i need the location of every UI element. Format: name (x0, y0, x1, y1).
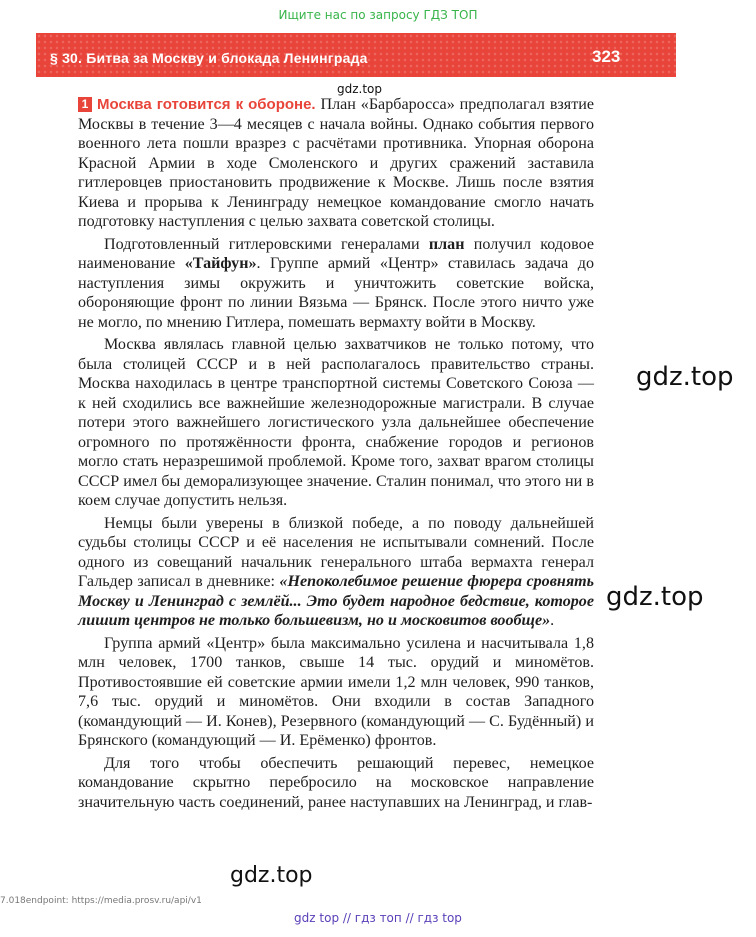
p4-text-end: . (550, 612, 555, 629)
paragraph-6: Для того чтобы обеспечить решающий перевес, немецкое командование скрытно перебросило на московское направление значительную часть соединений, ранее наступавших на Ленинград, и глав- (78, 754, 594, 811)
paragraph-2 (78, 235, 594, 333)
bottom-links-banner[interactable]: gdz top // гдз топ // гдз top (294, 911, 462, 925)
paragraph-1-text: План «Барбаросса» предполагал взятие Москвы в течение 3—4 месяцев с начала войны. Однако события первого военного лета пошли вразрез с расчётами противника. Упорная оборона Красной Армии в ходе Смоленского и других сражений заставила гитлеровцев приостановить продвижение к Москве. Лишь после взятия Киева и прорыва к Ленинграду немецкое командование смогло начать подготовку наступления с целью захвата советской столицы. (78, 96, 594, 230)
section-heading: Москва готовится к обороне. (97, 96, 316, 113)
term-typhoon: «Тайфун» (184, 255, 257, 272)
term-plan: план (428, 235, 465, 253)
p4-text-a: Немцы были уверены в близкой победе, а по поводу дальнейшей судьбы столицы СССР и её населения не испытывали сомнений. После одного из совещаний начальник генерального штаба вермахта генерал Гальдер записал в дневнике: (78, 514, 594, 590)
watermark-small: gdz.top (337, 82, 383, 96)
top-search-banner[interactable]: Ищите нас по запросу ГДЗ ТОП (278, 8, 478, 22)
url-strip: 7.018endpoint: https://media.prosv.ru/api/v1 (0, 896, 202, 906)
p2-text-c: получил кодовое наименование (78, 235, 594, 272)
paragraph-1 (78, 95, 594, 232)
watermark-bottom: gdz.top (230, 863, 313, 888)
chapter-title: § 30. Битва за Москву и блокада Ленинграда (50, 50, 368, 66)
paragraph-3: Москва являлась главной целью захватчиков не только потому, что была столицей СССР и в ней располагалось правительство страны. Москва находилась в центре транспортной системы Советского Союза — к ней сходились все важнейшие железнодорожные магистрали. В случае потери этого важнейшего логистического узла дальнейшее обеспечение огромного по протяжённости фронта, снабжение городов и регионов могло стать неразрешимой проблемой. Кроме того, захват врагом столицы СССР имел бы деморализующее значение. Сталин понимал, что этого ни в коем случае допустить нельзя. (78, 336, 594, 509)
paragraph-5: Группа армий «Центр» была максимально усилена и насчитывала 1,8 млн человек, 1700 танков, свыше 14 тыс. орудий и миномётов. Противостоявшие ей советские армии имели 1,2 млн человек, 990 танков, 7,6 тыс. орудий и миномётов. Они входили в состав Западного (командующий — И. Конев), Резервного (командующий — С. Будённый) и Брянского (командующий — И. Ерёменко) фронтов. (78, 634, 594, 749)
watermark-right-2: gdz.top (606, 582, 704, 612)
watermark-right-1: gdz.top (636, 362, 734, 392)
body-text (78, 95, 594, 815)
halder-quote: «Непоколебимое решение фюрера сровнять Москву и Ленинград с землёй... Это будет народное бедствие, которое лишит центров не только большевизм, но и московитов вообще» (78, 573, 594, 629)
p2-text-a: Подготовленный гитлеровскими генералами (104, 235, 429, 253)
section-number-badge: 1 (78, 97, 92, 112)
page-number: 323 (592, 47, 621, 66)
paragraph-4 (78, 514, 594, 631)
p2-text-e: . Группе армий «Центр» ставилась задача до наступления зимы окружить и уничтожить советские войска, обороняющие фронт по линии Вязьма — Брянск. После этого ничто уже не могло, по мнению Гитлера, помешать вермахту войти в Москву. (78, 255, 594, 331)
